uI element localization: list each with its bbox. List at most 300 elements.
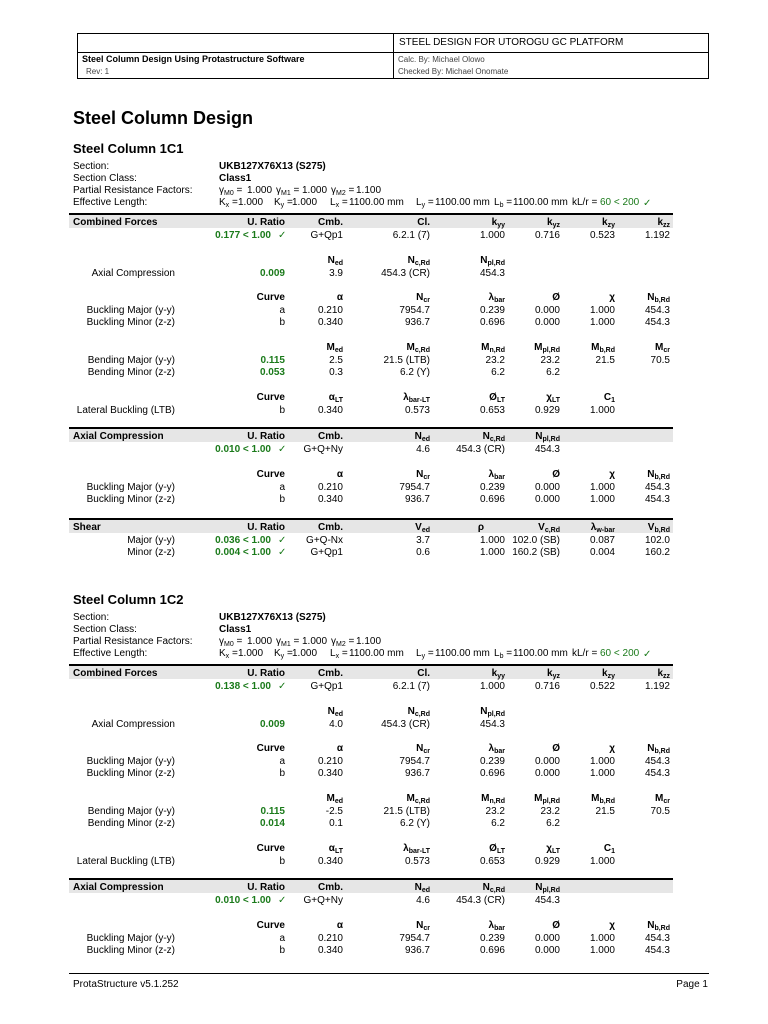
mcrd-value: 6.2 (Y) [399,367,430,378]
gamma-m1-value: 1.000 [302,185,328,196]
lb-value: 1100.00 mm [513,648,568,659]
ned-value: 4.0 [329,719,343,730]
ncr-header: $N_{cr}$ [416,743,430,755]
ncr-value: 7954.7 [399,305,430,316]
alpha-lt-header: $\alpha_{LT}$ [328,392,343,404]
kzz-value: 1.192 [644,681,670,692]
revision: Rev: 1 [86,67,110,76]
axial-block-header: Axial Compression [73,882,164,893]
lambda-bar-header: $\lambda_{bar}$ [488,469,505,481]
axial-block-ncrd: 454.3 (CR) [456,444,505,455]
phi-lt-value: 0.653 [479,405,505,416]
alpha-value: 0.340 [317,494,343,505]
combined-cmb: G+Qp1 [310,681,343,692]
combined-cmb: G+Qp1 [310,230,343,241]
rho-value: 1.000 [479,547,505,558]
chi-value: 1.000 [589,933,615,944]
alpha-lt-value: 0.340 [317,856,343,867]
software-version: ProtaStructure v5.1.252 [73,979,179,990]
nbrd-header: $N_{b,Rd}$ [647,920,670,932]
chi-lt-value: 0.929 [534,405,560,416]
checked-by: Checked By: Michael Onomate [398,67,509,76]
shear-cmb: G+Qp1 [310,547,343,558]
shear-check-icon: ✓ [278,535,287,546]
ly-symbol: $L_y$ = [416,648,434,660]
kx-symbol: $K_x$ = [219,197,238,209]
gamma-m1-value: 1.000 [302,636,328,647]
nbrd-value: 454.3 [644,945,670,956]
mbrd-header: $M_{b,Rd}$ [591,793,615,805]
partial-factors-label: Partial Resistance Factors: [73,636,193,647]
mcrd-value: 6.2 (Y) [399,818,430,829]
mbrd-value: 21.5 [595,806,615,817]
kzy-value: 0.522 [589,681,615,692]
buckling-label: Buckling Minor (z-z) [86,317,175,328]
lambda-bar-value: 0.239 [479,933,505,944]
ncr-value: 936.7 [404,494,430,505]
mcr-value: 70.5 [650,806,670,817]
phi-header: Ø [552,469,560,480]
phi-value: 0.000 [534,933,560,944]
med-header: $M_{ed}$ [326,342,343,354]
rho-value: 1.000 [479,535,505,546]
phi-value: 0.000 [534,768,560,779]
mnrd-header: $M_{n,Rd}$ [481,793,505,805]
mcrd-value: 21.5 (LTB) [383,806,430,817]
buckling-label: Buckling Major (y-y) [86,305,175,316]
buckling-label: Buckling Major (y-y) [86,933,175,944]
ltb-curve-value: b [279,856,285,867]
lambda-bar-value: 0.696 [479,494,505,505]
combined-ratio: 0.177 < 1.00 [215,230,271,241]
mcr-header: $M_{cr}$ [655,342,670,354]
buckling-label: Buckling Minor (z-z) [86,768,175,779]
ved-header: $V_{ed}$ [415,522,430,534]
alpha-value: 0.210 [317,756,343,767]
cl-header: Cl. [417,217,430,228]
combined-check-icon: ✓ [278,230,287,241]
ncr-header: $N_{cr}$ [416,292,430,304]
title-block-divider [393,34,394,78]
table-header-band [69,520,673,533]
ned-value: 3.9 [329,268,343,279]
ly-value: 1100.00 mm [435,197,490,208]
curve-value: a [279,305,285,316]
lx-value: 1100.00 mm [349,648,404,659]
med-value: -2.5 [325,806,343,817]
alpha-value: 0.210 [317,933,343,944]
ncr-value: 936.7 [404,317,430,328]
axial-block-check-icon: ✓ [278,895,287,906]
gamma-m1-symbol: $\gamma_{M1}$ = [276,185,300,197]
kyz-header: $k_{yz}$ [547,668,560,680]
kzy-header: $k_{zy}$ [602,668,615,680]
bending-label: Bending Minor (z-z) [87,818,175,829]
section-label: Section: [73,161,110,172]
mplrd-value: 6.2 [546,818,560,829]
kx-value: 1.000 [238,648,264,659]
lambda-bar-value: 0.696 [479,317,505,328]
document-title: Steel Column Design Using Protastructure Software [82,54,305,64]
kx-value: 1.000 [238,197,264,208]
lb-value: 1100.00 mm [513,197,568,208]
axial-block-header: Axial Compression [73,431,164,442]
lx-value: 1100.00 mm [349,197,404,208]
ky-value: 1.000 [292,197,318,208]
klr-value: 60 < 200 [600,197,640,208]
vcrd-value: 160.2 (SB) [512,547,560,558]
nbrd-header: $N_{b,Rd}$ [647,292,670,304]
shear-ratio: 0.036 < 1.00 [215,535,271,546]
lambda-lt-header: $\lambda_{bar-LT}$ [403,392,430,404]
lambda-lt-value: 0.573 [404,405,430,416]
ved-value: 3.7 [416,535,430,546]
axial-block-ncrd: 454.3 (CR) [456,895,505,906]
lx-symbol: $L_x$ = [330,197,348,209]
nplrd-value: 454.3 [479,719,505,730]
section-label: Section: [73,612,110,623]
mcr-value: 70.5 [650,355,670,366]
chi-lt-header: $\chi_{LT}$ [546,392,560,404]
axial-block-ned: 4.6 [416,444,430,455]
axial-block-cmb: G+Q+Ny [303,895,343,906]
phi-header: Ø [552,920,560,931]
cmb-header: Cmb. [318,522,343,533]
lb-symbol: $L_b$ = [494,197,513,209]
lambda-bar-value: 0.696 [479,945,505,956]
lx-symbol: $L_x$ = [330,648,348,660]
nbrd-value: 454.3 [644,933,670,944]
chi-value: 1.000 [589,945,615,956]
phi-value: 0.000 [534,494,560,505]
lambda-bar-value: 0.239 [479,305,505,316]
gamma-m0-symbol: $\gamma_{M0}$ = [219,636,243,648]
cmb-header: Cmb. [318,217,343,228]
nbrd-value: 454.3 [644,768,670,779]
lambda-bar-value: 0.239 [479,482,505,493]
axial-block-ratio: 0.010 < 1.00 [215,895,271,906]
combined-clause: 6.2.1 (7) [392,230,430,241]
cmb-header: Cmb. [318,431,343,442]
phi-value: 0.000 [534,317,560,328]
phi-value: 0.000 [534,945,560,956]
chi-value: 1.000 [589,768,615,779]
chi-lt-header: $\chi_{LT}$ [546,843,560,855]
ltb-curve-header: Curve [256,392,285,403]
alpha-lt-value: 0.340 [317,405,343,416]
combined-forces-header: Combined Forces [73,668,158,679]
alpha-value: 0.210 [317,482,343,493]
vbrd-value: 160.2 [644,547,670,558]
nbrd-value: 454.3 [644,494,670,505]
kyz-header: $k_{yz}$ [547,217,560,229]
lambda-bar-header: $\lambda_{bar}$ [488,292,505,304]
klr-value: 60 < 200 [600,648,640,659]
lambda-w-header: $\lambda_{w-bar}$ [590,522,615,534]
mnrd-value: 6.2 [491,367,505,378]
kx-symbol: $K_x$ = [219,648,238,660]
cmb-header: Cmb. [318,668,343,679]
shear-axis-label: Minor (z-z) [127,547,175,558]
chi-value: 1.000 [589,317,615,328]
kzy-header: $k_{zy}$ [602,217,615,229]
lambda-w-value: 0.004 [589,547,615,558]
nbrd-value: 454.3 [644,317,670,328]
chi-lt-value: 0.929 [534,856,560,867]
ky-value: 1.000 [292,648,318,659]
phi-header: Ø [552,292,560,303]
shear-header: Shear [73,522,101,533]
section-value: UKB127X76X13 (S275) [219,161,326,172]
curve-header: Curve [256,292,285,303]
table-header-band [69,215,673,228]
phi-lt-value: 0.653 [479,856,505,867]
ncr-header: $N_{cr}$ [416,469,430,481]
ved-value: 0.6 [416,547,430,558]
vbrd-value: 102.0 [644,535,670,546]
curve-value: b [279,945,285,956]
ky-symbol: $K_y$ = [274,197,293,209]
mnrd-value: 23.2 [485,806,505,817]
phi-value: 0.000 [534,305,560,316]
nplrd-header: $N_{pl,Rd}$ [480,255,505,267]
kyy-value: 1.000 [479,681,505,692]
nbrd-header: $N_{b,Rd}$ [647,743,670,755]
axial-compression-label: Axial Compression [91,719,175,730]
combined-ratio: 0.138 < 1.00 [215,681,271,692]
u-ratio-header: U. Ratio [247,882,285,893]
combined-forces-header: Combined Forces [73,217,158,228]
gamma-m0-value: 1.000 [247,185,273,196]
klr-check-icon: ✓ [643,649,652,660]
curve-header: Curve [256,469,285,480]
alpha-value: 0.340 [317,945,343,956]
ly-value: 1100.00 mm [435,648,490,659]
klr-symbol: kL/r = [572,197,598,208]
alpha-value: 0.340 [317,768,343,779]
shear-check-icon: ✓ [278,547,287,558]
column-title: Steel Column 1C2 [73,592,184,607]
alpha-value: 0.340 [317,317,343,328]
mcrd-value: 21.5 (LTB) [383,355,430,366]
bending-ratio: 0.053 [259,367,285,378]
footer-rule [69,973,709,974]
curve-value: b [279,494,285,505]
c1-value: 1.000 [589,856,615,867]
nbrd-value: 454.3 [644,756,670,767]
phi-value: 0.000 [534,756,560,767]
axial-ratio: 0.009 [259,719,285,730]
ltb-label: Lateral Buckling (LTB) [76,405,175,416]
mcr-header: $M_{cr}$ [655,793,670,805]
axial-ratio: 0.009 [259,268,285,279]
title-block-rule [78,52,708,53]
chi-header: χ [609,292,615,303]
vbrd-header: $V_{b,Rd}$ [647,522,670,534]
axial-block-ned: 4.6 [416,895,430,906]
buckling-label: Buckling Minor (z-z) [86,494,175,505]
lb-symbol: $L_b$ = [494,648,513,660]
ltb-label: Lateral Buckling (LTB) [76,856,175,867]
bending-ratio: 0.115 [260,806,285,817]
page-title: Steel Column Design [73,108,254,128]
u-ratio-header: U. Ratio [247,668,285,679]
gamma-m0-value: 1.000 [247,636,273,647]
calc-by: Calc. By: Michael Olowo [398,55,485,64]
ned-header: $N_{ed}$ [414,431,430,443]
mnrd-value: 23.2 [485,355,505,366]
partial-factors-label: Partial Resistance Factors: [73,185,193,196]
phi-lt-header: $Ø_{LT}$ [489,843,505,855]
u-ratio-header: U. Ratio [247,522,285,533]
section-class-value: Class1 [219,624,252,635]
mnrd-header: $M_{n,Rd}$ [481,342,505,354]
nplrd-header: $N_{pl,Rd}$ [480,706,505,718]
chi-value: 1.000 [589,482,615,493]
kyz-value: 0.716 [534,681,560,692]
chi-header: χ [609,920,615,931]
kyy-value: 1.000 [479,230,505,241]
nplrd-header: $N_{pl,Rd}$ [535,431,560,443]
chi-value: 1.000 [589,305,615,316]
kzz-header: $k_{zz}$ [657,668,670,680]
vcrd-value: 102.0 (SB) [512,535,560,546]
kzz-value: 1.192 [644,230,670,241]
axial-block-ratio: 0.010 < 1.00 [215,444,271,455]
cmb-header: Cmb. [318,882,343,893]
kyy-header: $k_{yy}$ [491,668,505,680]
chi-value: 1.000 [589,494,615,505]
ncrd-header: $N_{c,Rd}$ [482,431,505,443]
table-header-band [69,666,673,679]
bending-ratio: 0.014 [259,818,285,829]
med-value: 0.3 [329,367,343,378]
curve-value: b [279,768,285,779]
gamma-m2-value: 1.100 [356,185,382,196]
title-block [77,33,709,79]
lambda-lt-header: $\lambda_{bar-LT}$ [403,843,430,855]
u-ratio-header: U. Ratio [247,431,285,442]
gamma-m2-symbol: $\gamma_{M2}$ = [331,636,355,648]
alpha-header: α [336,469,343,480]
shear-ratio: 0.004 < 1.00 [215,547,271,558]
mnrd-value: 6.2 [491,818,505,829]
lambda-bar-value: 0.696 [479,768,505,779]
klr-check-icon: ✓ [643,198,652,209]
klr-symbol: kL/r = [572,648,598,659]
section-class-value: Class1 [219,173,252,184]
mplrd-value: 6.2 [546,367,560,378]
mcrd-header: $M_{c,Rd}$ [406,342,430,354]
mplrd-value: 23.2 [540,806,560,817]
alpha-header: α [336,743,343,754]
ncrd-header: $N_{c,Rd}$ [407,255,430,267]
axial-block-nplrd: 454.3 [534,895,560,906]
med-header: $M_{ed}$ [326,793,343,805]
u-ratio-header: U. Ratio [247,217,285,228]
ned-header: $N_{ed}$ [327,255,343,267]
ly-symbol: $L_y$ = [416,197,434,209]
ncr-value: 936.7 [404,768,430,779]
ncrd-header: $N_{c,Rd}$ [482,882,505,894]
c1-header: $C_1$ [603,843,615,855]
shear-cmb: G+Q-Nx [306,535,343,546]
kzz-header: $k_{zz}$ [657,217,670,229]
gamma-m2-value: 1.100 [356,636,382,647]
c1-header: $C_1$ [603,392,615,404]
ncr-value: 7954.7 [399,482,430,493]
section-value: UKB127X76X13 (S275) [219,612,326,623]
ncr-value: 7954.7 [399,933,430,944]
page-number: Page 1 [676,979,708,990]
ncr-header: $N_{cr}$ [416,920,430,932]
ncrd-value: 454.3 (CR) [381,719,430,730]
chi-value: 1.000 [589,756,615,767]
project-name: STEEL DESIGN FOR UTOROGU GC PLATFORM [399,37,624,48]
kyy-header: $k_{yy}$ [491,217,505,229]
alpha-lt-header: $\alpha_{LT}$ [328,843,343,855]
shear-axis-label: Major (y-y) [127,535,175,546]
ncrd-value: 454.3 (CR) [381,268,430,279]
mplrd-value: 23.2 [540,355,560,366]
chi-header: χ [609,743,615,754]
cl-header: Cl. [417,668,430,679]
effective-length-label: Effective Length: [73,648,148,659]
lambda-bar-header: $\lambda_{bar}$ [488,743,505,755]
axial-block-cmb: G+Q+Ny [303,444,343,455]
axial-block-check-icon: ✓ [278,444,287,455]
alpha-value: 0.210 [317,305,343,316]
alpha-header: α [336,920,343,931]
ned-header: $N_{ed}$ [414,882,430,894]
curve-value: a [279,933,285,944]
gamma-m1-symbol: $\gamma_{M1}$ = [276,636,300,648]
lambda-lt-value: 0.573 [404,856,430,867]
axial-compression-label: Axial Compression [91,268,175,279]
nbrd-header: $N_{b,Rd}$ [647,469,670,481]
buckling-label: Buckling Minor (z-z) [86,945,175,956]
nbrd-value: 454.3 [644,482,670,493]
lambda-w-value: 0.087 [589,535,615,546]
combined-clause: 6.2.1 (7) [392,681,430,692]
mplrd-header: $M_{pl,Rd}$ [534,342,560,354]
phi-value: 0.000 [534,482,560,493]
curve-value: a [279,482,285,493]
ltb-curve-value: b [279,405,285,416]
lambda-bar-value: 0.239 [479,756,505,767]
curve-header: Curve [256,920,285,931]
ltb-curve-header: Curve [256,843,285,854]
mcrd-header: $M_{c,Rd}$ [406,793,430,805]
effective-length-label: Effective Length: [73,197,148,208]
rho-header: ρ [477,522,484,533]
kyz-value: 0.716 [534,230,560,241]
nplrd-header: $N_{pl,Rd}$ [535,882,560,894]
phi-lt-header: $Ø_{LT}$ [489,392,505,404]
column-title: Steel Column 1C1 [73,141,184,156]
ncr-value: 936.7 [404,945,430,956]
mplrd-header: $M_{pl,Rd}$ [534,793,560,805]
med-value: 2.5 [329,355,343,366]
kzy-value: 0.523 [589,230,615,241]
vcrd-header: $V_{c,Rd}$ [538,522,560,534]
ky-symbol: $K_y$ = [274,648,293,660]
nbrd-value: 454.3 [644,305,670,316]
section-class-label: Section Class: [73,624,137,635]
nplrd-value: 454.3 [479,268,505,279]
ncrd-header: $N_{c,Rd}$ [407,706,430,718]
gamma-m2-symbol: $\gamma_{M2}$ = [331,185,355,197]
